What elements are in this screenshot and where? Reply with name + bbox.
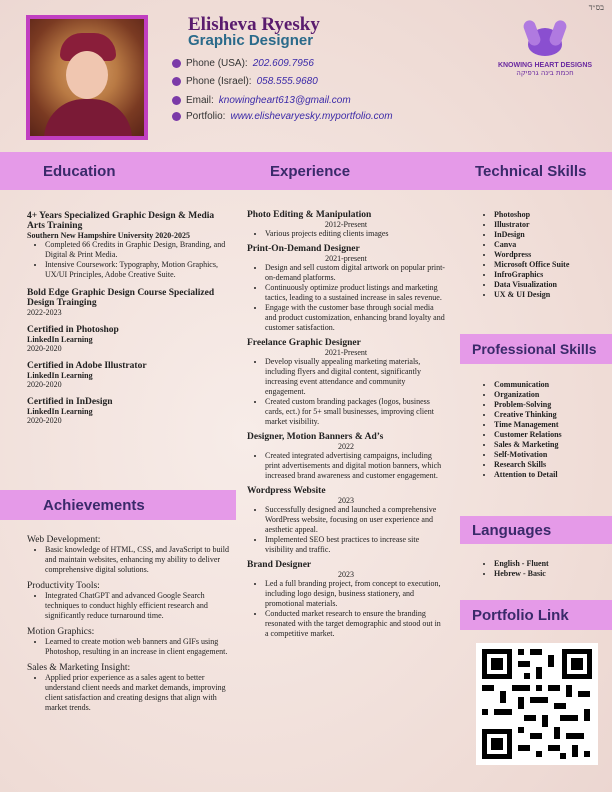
achievement-title: Motion Graphics: <box>27 627 95 637</box>
list-item: • Conducted market research to ensure the branding resonated with the target demographic and stood out in a competitive market. <box>265 609 445 639</box>
languages-heading: Languages <box>472 521 552 539</box>
contact-phone-israel <box>172 76 318 87</box>
list-item: • Learned to create motion web banners and GIFs using Photoshop, resulting in an increase in client engagement. <box>45 637 232 657</box>
phone-icon <box>172 77 181 86</box>
list-item: • Completed 66 Credits in Graphic Design, Branding, and Digital & Print Media. <box>45 240 232 260</box>
list-item: • Develop visually appealing marketing materials, including flyers and digital content, significantly increasing event attendance and community engagement. <box>265 357 445 397</box>
contact-label: Email: <box>186 95 214 106</box>
list-item: • Basic knowledge of HTML, CSS, and JavaScript to build and maintain websites, enhancing my ability to deliver comprehensive digital solutions. <box>45 545 232 575</box>
list-item: • Organization <box>494 390 606 400</box>
professional-skills-heading: Professional Skills <box>472 341 597 357</box>
list-item: • Intensive Coursework: Typography, Motion Graphics, UX/UI Principles, Adobe Creative Suite. <box>45 260 232 280</box>
list-item: • UX & UI Design <box>494 290 606 300</box>
list-item: • Microsoft Office Suite <box>494 260 606 270</box>
experience-title: Wordpress Website <box>247 486 326 496</box>
list-item: • Implemented SEO best practices to increase site visibility and traffic. <box>265 535 445 555</box>
list-item: • Continuously optimize product listings and marketing tactics, leading to a sustained increase in sales revenue. <box>265 283 445 303</box>
contact-label: Portfolio: <box>186 111 226 122</box>
list-item: • Engage with the customer base through social media and product customization, enhancing brand loyalty and customer satisfaction. <box>265 303 445 333</box>
list-item: • Communication <box>494 380 606 390</box>
experience-date: 2022 <box>338 442 354 451</box>
education-subtitle: Southern New Hampshire University 2020-2025 <box>27 231 190 240</box>
achievements-section <box>27 535 232 713</box>
contact-value[interactable]: 202.609.7956 <box>252 58 314 69</box>
list-item: • English - Fluent <box>494 559 606 569</box>
contact-label: Phone (USA): <box>186 58 248 69</box>
list-item: • Illustrator <box>494 220 606 230</box>
list-item: • InDesign <box>494 230 606 240</box>
education-heading: Education <box>43 162 116 180</box>
list-item: • Sales & Marketing <box>494 440 606 450</box>
profile-photo <box>26 15 148 140</box>
list-item: • Time Management <box>494 420 606 430</box>
list-item: • Customer Relations <box>494 430 606 440</box>
technical-skills-list <box>476 210 606 300</box>
list-item: • Led a full branding project, from concept to execution, including logo design, business stationery, and promotional materials. <box>265 579 445 609</box>
job-title: Graphic Designer <box>188 32 314 49</box>
professional-skills-list <box>476 380 606 480</box>
portfolio-link[interactable]: www.elishevaryesky.myportfolio.com <box>230 111 393 122</box>
experience-title: Designer, Motion Banners & Ad’s <box>247 432 384 442</box>
education-title: Certified in InDesign <box>27 397 113 407</box>
list-item: • Hebrew - Basic <box>494 569 606 579</box>
list-item: • Various projects editing clients images <box>265 229 445 239</box>
education-title: Bold Edge Graphic Design Course Specialized Design Trainging <box>27 288 215 308</box>
logo-brand-text: KNOWING HEART DESIGNS <box>497 62 593 69</box>
experience-title: Print-On-Demand Designer <box>247 244 360 254</box>
list-item: • InfroGraphics <box>494 270 606 280</box>
education-org: LinkedIn Learning <box>27 407 93 416</box>
experience-title: Brand Designer <box>247 560 312 570</box>
achievement-title: Productivity Tools: <box>27 581 100 591</box>
experience-date: 2023 <box>338 496 354 505</box>
list-item: • Attention to Detail <box>494 470 606 480</box>
logo-hebrew-text: חכמת בינה גרפיקה <box>516 69 574 77</box>
globe-icon <box>172 112 181 121</box>
achievements-heading: Achievements <box>43 496 145 514</box>
email-icon <box>172 96 181 105</box>
education-date: 2020-2020 <box>27 344 62 353</box>
email-link[interactable]: knowingheart613@gmail.com <box>218 95 351 106</box>
experience-heading: Experience <box>270 162 351 180</box>
contact-phone-usa <box>172 58 314 69</box>
experience-date: 2021-present <box>325 254 367 263</box>
brand-logo <box>480 10 610 100</box>
contact-value[interactable]: 058.555.9680 <box>256 76 318 87</box>
education-date: 2020-2020 <box>27 380 62 389</box>
experience-section <box>247 210 445 639</box>
list-item: • Creative Thinking <box>494 410 606 420</box>
list-item: • Wordpress <box>494 250 606 260</box>
achievement-title: Web Development: <box>27 535 101 545</box>
portfolio-heading: Portfolio Link <box>472 606 569 624</box>
education-date: 2022-2023 <box>27 308 62 317</box>
list-item: • Created integrated advertising campaigns, including print advertisements and digital motion banners, which increased brand awareness and customer engagement. <box>265 451 445 481</box>
list-item: • Research Skills <box>494 460 606 470</box>
experience-date: 2012-Present <box>324 220 368 229</box>
education-title: 4+ Years Specialized Graphic Design & Media Arts Training <box>27 211 215 231</box>
achievement-title: Sales & Marketing Insight: <box>27 663 131 673</box>
education-org: LinkedIn Learning <box>27 371 93 380</box>
phone-icon <box>172 59 181 68</box>
qr-code-icon <box>476 643 598 765</box>
qr-code[interactable] <box>476 643 598 765</box>
list-item: • Canva <box>494 240 606 250</box>
list-item: • Data Visualization <box>494 280 606 290</box>
list-item: • Created custom branding packages (logos, business cards, ect.) for 5+ small businesses, improving client market visibility. <box>265 397 445 427</box>
contact-portfolio <box>172 111 393 122</box>
experience-date: 2021-Present <box>324 348 368 357</box>
list-item: • Successfully designed and launched a comprehensive WordPress website, focusing on user experience and aesthetic appeal. <box>265 505 445 535</box>
experience-title: Freelance Graphic Designer <box>247 338 361 348</box>
education-date: 2020-2020 <box>27 416 62 425</box>
contact-email <box>172 95 351 106</box>
education-section <box>27 211 232 425</box>
languages-list <box>476 559 606 579</box>
list-item: • Photoshop <box>494 210 606 220</box>
hebrew-header: בס״ד <box>588 3 604 12</box>
education-title: Certified in Adobe Illustrator <box>27 361 147 371</box>
technical-skills-heading: Technical Skills <box>475 162 587 180</box>
list-item: • Design and sell custom digital artwork on popular print-on-demand platforms. <box>265 263 445 283</box>
person-name: Elisheva Ryesky <box>188 14 320 35</box>
heart-hands-icon <box>522 16 568 60</box>
experience-date: 2023 <box>338 570 354 579</box>
experience-title: Photo Editing & Manipulation <box>247 210 372 220</box>
list-item: • Problem-Solving <box>494 400 606 410</box>
education-title: Certified in Photoshop <box>27 325 119 335</box>
list-item: • Integrated ChatGPT and advanced Google Search techniques to conduct highly efficient research and significantly reduce turnaround time. <box>45 591 232 621</box>
education-org: LinkedIn Learning <box>27 335 93 344</box>
list-item: • Self-Motivation <box>494 450 606 460</box>
list-item: • Applied prior experience as a sales agent to better understand client needs and market demands, improving client satisfaction and creating designs that align with market trends. <box>45 673 232 713</box>
contact-label: Phone (Israel): <box>186 76 252 87</box>
